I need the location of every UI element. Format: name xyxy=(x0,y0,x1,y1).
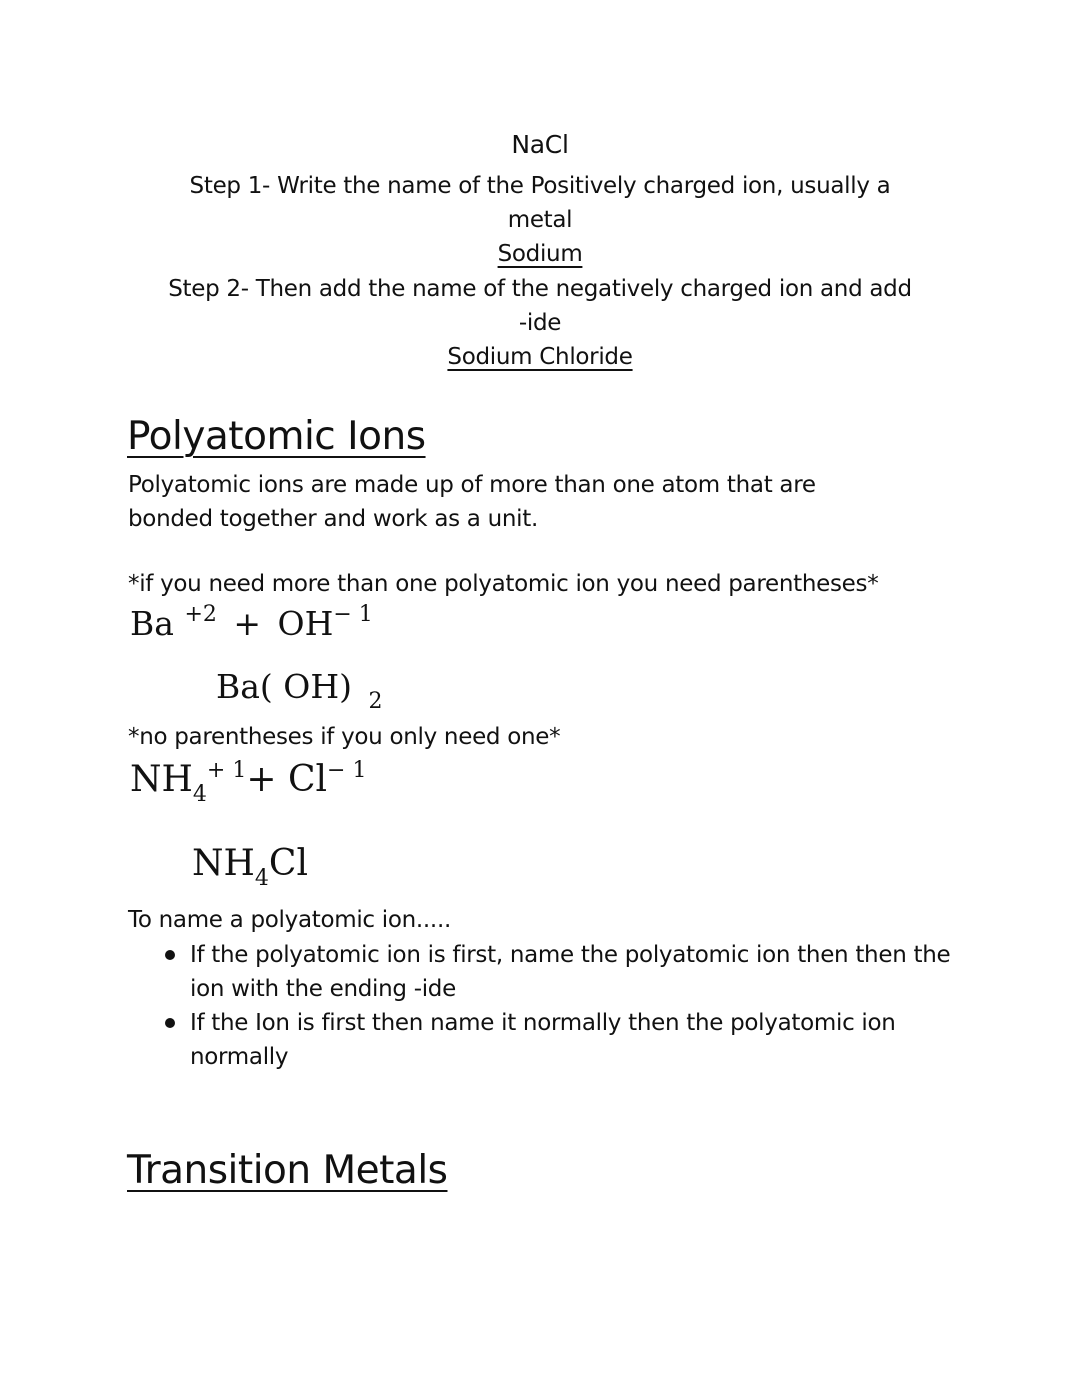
ion-nh: NH xyxy=(130,759,193,800)
step-1-answer-text: Sodium xyxy=(497,241,583,267)
result-cl: Cl xyxy=(268,843,308,884)
list-item xyxy=(128,1006,988,1074)
result-nh4-subscript: 4 xyxy=(254,866,269,891)
step-2-text: Step 2- Then add the name of the negatively charged ion and add xyxy=(168,276,912,302)
step-2-answer xyxy=(0,340,1080,374)
result-nh: NH xyxy=(192,843,255,884)
formula-title: NaCl xyxy=(511,130,569,159)
result-ba-oh-2 xyxy=(216,667,383,714)
step-2-continued: -ide xyxy=(518,310,562,336)
rule-text: If the polyatomic ion is first, name the polyatomic ion then then the ion with the ending -ide xyxy=(190,942,951,1002)
polyatomic-definition-line-2: bonded together and work as a unit. xyxy=(128,506,538,532)
parentheses-note: *if you need more than one polyatomic ion you need parentheses* xyxy=(128,571,879,597)
naming-intro: To name a polyatomic ion..... xyxy=(128,907,451,933)
ion-ba-charge: +2 xyxy=(184,602,217,627)
no-parentheses-note: *no parentheses if you only need one* xyxy=(128,724,561,750)
polyatomic-ions-heading: Polyatomic Ions xyxy=(127,414,426,459)
step-2-answer-text: Sodium Chloride xyxy=(447,344,633,370)
ion-cl-charge: − 1 xyxy=(327,758,367,783)
list-item xyxy=(128,938,988,1006)
ion-cl: Cl xyxy=(287,759,328,800)
ion-ba: Ba xyxy=(130,604,174,643)
rule-text: If the Ion is first then name it normally then the polyatomic ion normally xyxy=(190,1010,896,1070)
step-1-answer xyxy=(0,237,1080,271)
ion-oh: OH xyxy=(277,604,334,643)
ion-nh4-charge: + 1 xyxy=(206,758,247,783)
equation-nh4-cl xyxy=(130,758,366,807)
bullet-icon xyxy=(165,950,175,960)
transition-metals-heading: Transition Metals xyxy=(127,1148,448,1193)
equation-ba-oh xyxy=(130,602,373,643)
polyatomic-definition-line-1: Polyatomic ions are made up of more than one atom that are xyxy=(128,472,816,498)
naming-rules-list xyxy=(128,938,988,1074)
plus-sign: + xyxy=(233,604,262,643)
ion-nh4-subscript: 4 xyxy=(192,782,207,807)
result-ba-oh-subscript: 2 xyxy=(368,689,383,714)
ion-oh-charge: − 1 xyxy=(333,602,373,627)
bullet-icon xyxy=(165,1018,175,1028)
plus-sign-2: + xyxy=(246,759,277,800)
result-nh4cl xyxy=(192,843,308,891)
step-1-text: Step 1- Write the name of the Positively charged ion, usually a xyxy=(189,173,891,199)
step-1-continued: metal xyxy=(507,207,573,233)
result-ba-oh-base: Ba( OH) xyxy=(216,667,352,706)
